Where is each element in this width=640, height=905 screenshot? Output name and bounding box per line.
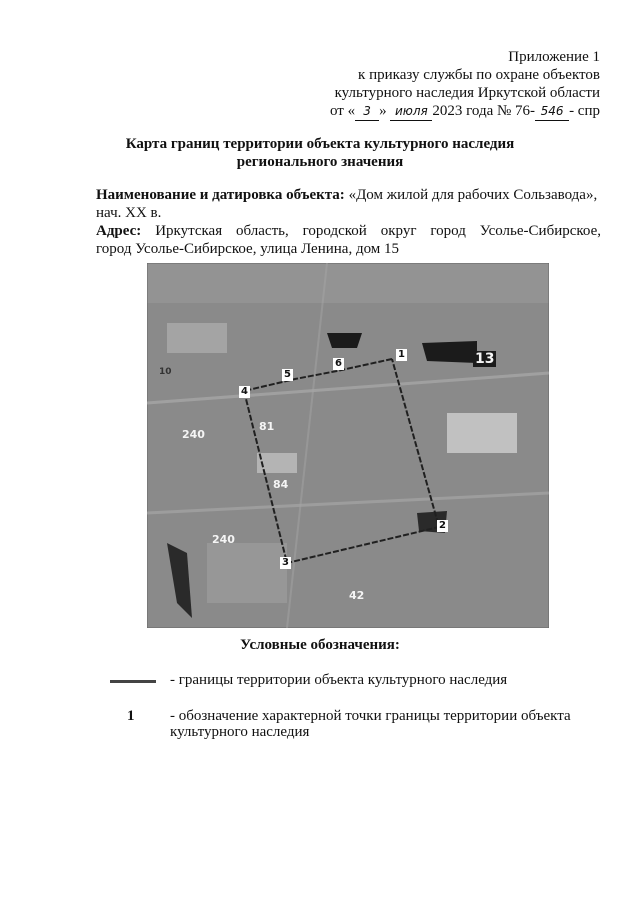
- appendix-label: Приложение 1: [508, 49, 600, 65]
- handwritten-month: июля: [390, 102, 432, 121]
- boundary-map: [147, 263, 549, 628]
- address-line2: город Усолье-Сибирское, улица Ленина, дом 15: [96, 241, 400, 257]
- order-date-line: [330, 102, 600, 121]
- order-year: 2023 года № 76-: [432, 103, 536, 119]
- parcel-label: 42: [349, 589, 365, 602]
- object-date: нач. XX в.: [96, 205, 162, 221]
- handwritten-number: 546: [535, 102, 569, 121]
- document-title-line1: Карта границ территории объекта культурного наследия: [125, 136, 515, 152]
- parcel-label: 84: [273, 478, 289, 491]
- boundary-line-symbol: [110, 680, 156, 683]
- boundary-point-6: 6: [335, 358, 342, 369]
- handwritten-day: 3: [355, 102, 379, 121]
- parcel-label: 13: [475, 351, 495, 367]
- order-suffix: - спр: [569, 103, 600, 119]
- date-prefix: от «: [330, 103, 356, 119]
- address-line1: Иркутская область, городской округ город Усолье-Сибирское,: [155, 223, 602, 239]
- legend-point-text-2: культурного наследия: [170, 724, 310, 740]
- legend-point-text-1: - обозначение характерной точки границы территории объекта: [170, 708, 571, 724]
- parcel-label: 81: [259, 420, 275, 433]
- boundary-point-1: 1: [398, 349, 405, 360]
- boundary-point-2: 2: [439, 520, 446, 531]
- legend-boundary-text: - границы территории объекта культурного наследия: [170, 672, 508, 688]
- parcel-label: 10: [159, 367, 172, 377]
- boundary-point-4: 4: [241, 386, 248, 397]
- parcel-label: 240: [212, 533, 235, 546]
- address-label: Адрес:: [96, 223, 142, 239]
- document-title-line2: регионального значения: [236, 154, 404, 170]
- order-line-2: культурного наследия Иркутской области: [334, 85, 600, 101]
- object-name-label: Наименование и датировка объекта:: [96, 187, 345, 203]
- boundary-point-3: 3: [282, 557, 289, 568]
- legend-title: Условные обозначения:: [240, 637, 400, 653]
- address-line: [96, 222, 601, 240]
- object-name-line: [96, 186, 601, 204]
- parcel-label: 240: [182, 428, 205, 441]
- order-line: к приказу службы по охране объектов: [358, 67, 600, 83]
- map-graphics: [147, 263, 549, 628]
- legend-point-symbol: 1: [127, 708, 135, 724]
- object-name-value: «Дом жилой для рабочих Сользавода»,: [348, 187, 598, 203]
- boundary-point-5: 5: [284, 369, 291, 380]
- date-mid: »: [379, 103, 387, 119]
